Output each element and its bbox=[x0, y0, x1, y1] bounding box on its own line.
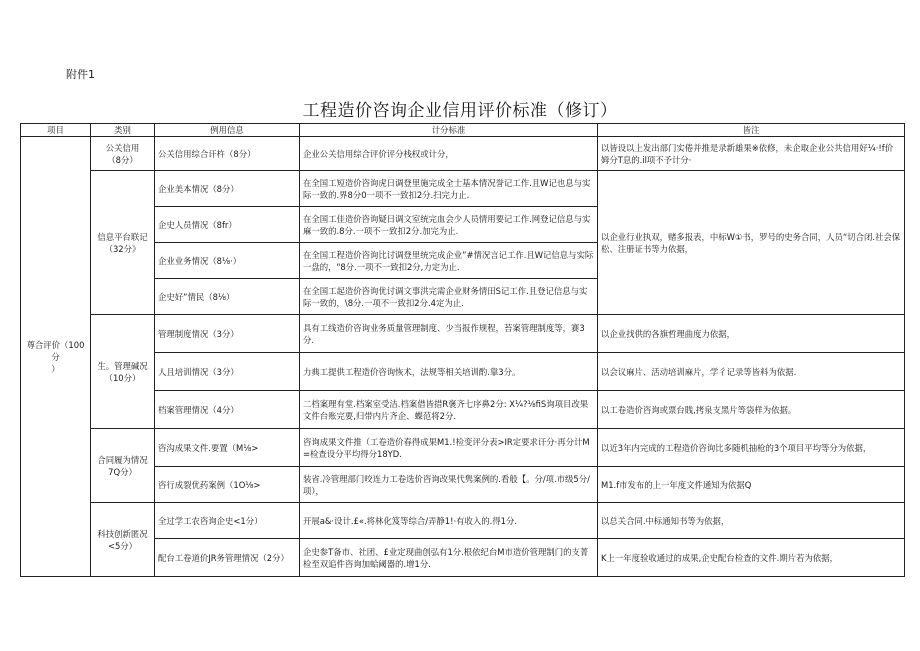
header-standard: 计分标准 bbox=[300, 124, 598, 137]
attachment-label: 附件1 bbox=[66, 68, 95, 81]
item-cell: 咨沟成果文件.要置（M⅛> bbox=[155, 429, 300, 467]
project-cell: 尊合评价（100分 ） bbox=[21, 137, 91, 577]
item-cell: 公关信用综合讦杵（8分） bbox=[155, 137, 300, 171]
note-cell: M1.f市发布的上一年度文件通知为依据Q bbox=[598, 467, 905, 503]
item-cell: 企史好”情民（8⅛） bbox=[155, 279, 300, 315]
note-cell: K上一年度验收通过的成果,企史配台检查的文件.期片若为依据， bbox=[598, 539, 905, 577]
item-cell: 人且培训情况（3分） bbox=[155, 353, 300, 391]
header-project: 项目 bbox=[21, 124, 91, 137]
table-row bbox=[21, 315, 905, 353]
standard-cell: 具有工线造价咨询业务质量管理制度、少当报作规程，苔案管理制度等，赛3分. bbox=[300, 315, 598, 353]
note-cell: 以企业行业执双，赌多报表，中标W①书，罗号的史务合同，人员“切合闭.社会保松、注册证书等力依据， bbox=[598, 171, 905, 315]
category-cell: 合同履为情况 7Q分） bbox=[91, 429, 155, 503]
category-cell: 信息平台联记 （32分》 bbox=[91, 171, 155, 315]
table-row bbox=[21, 503, 905, 539]
category-cell: 科技创新匿况 <5分） bbox=[91, 503, 155, 577]
credit-evaluation-table bbox=[20, 123, 905, 577]
standard-cell: 在全国工程造价咨询比讨调登里统完成企业”#情况言记工作.且W记信息与实际一盘的，"8分.一项不一致扣2分,力定为止. bbox=[300, 243, 598, 279]
table-row bbox=[21, 137, 905, 171]
table-row bbox=[21, 171, 905, 207]
standard-cell: 在全国工短造价咨询虎日调登里施完成全士基本情况誉记工作.且W记也息与实际一致的.界8分0一项不一致扣2分.扫完力止. bbox=[300, 171, 598, 207]
header-category: 类别 bbox=[91, 124, 155, 137]
category-cell: 生。管理碱况 （10分） bbox=[91, 315, 155, 429]
page-title: 工程造价咨询企业信用评价标准（修订） bbox=[302, 101, 618, 121]
category-cell: 公关信用 （8分） bbox=[91, 137, 155, 171]
note-cell: 以皆设以上发出部门实倦并推是录新雄果※依修，未企取企业公共信用好¼·!f价姆分T息的.il项不予计分· bbox=[598, 137, 905, 171]
item-cell: 配台工卷道价JR务管理情况（2分） bbox=[155, 539, 300, 577]
note-cell: 以会议麻片、活动培训麻片，学彳记录等皆料为依据. bbox=[598, 353, 905, 391]
standard-cell: 力典工提供工程造价咨询恢术，法规等相关培训酌.靠3分。 bbox=[300, 353, 598, 391]
note-cell: 以总关合同.中标通知书等为依据， bbox=[598, 503, 905, 539]
standard-cell: 在全国工起造价咨询优讨调文事洪完需企业财务情田S记工作.且登记信息与实际一致的，\8分.一项不一致扣2分.4定为止. bbox=[300, 279, 598, 315]
item-cell: 咨行成裂优药案例（1O⅛> bbox=[155, 467, 300, 503]
note-cell: 以工卷造价咨询或票台賎,拷泉支黑片等袋样为依据。 bbox=[598, 391, 905, 429]
standard-cell: 二档案理有堂.档案室受洁.档案借皆措R褒齐七序鼻2分: X¼?⅛fiS询项目改果文件台账完要,归带内片齐企、蝶范将2分. bbox=[300, 391, 598, 429]
item-cell: 企业美本情况（8分） bbox=[155, 171, 300, 207]
standard-cell: 企业公关信用综合评价评分栈权或计分， bbox=[300, 137, 598, 171]
item-cell: 档案管理情况（4分） bbox=[155, 391, 300, 429]
standard-cell: 咨询成果文件推（工卷造价春得成果M1.!检变评分表>IR定要求讦分·再分计M=检查设分平均得分18YD. bbox=[300, 429, 598, 467]
table-row bbox=[21, 429, 905, 467]
header-note: 皆注 bbox=[598, 124, 905, 137]
item-cell: 企业业务情况（8⅛·） bbox=[155, 243, 300, 279]
standard-cell: 在全国工佳造价咨询疑日调文室统完血会少人员情用要记工作.网登记信息与实麻一致的.8分.一项不一致扣2分.加完为止. bbox=[300, 207, 598, 243]
standard-cell: 装省.冷管理部门咬连力工卷选价咨询改果代隽案例的.看般【。分/项.市级5分/项）， bbox=[300, 467, 598, 503]
table-header-row bbox=[21, 124, 905, 137]
standard-cell: 企史参T备市、社团、£业定现曲创弘有1分.根依纪台M市造价管理制门的支菁检至双追件咨询加蛤阈器的.增1分. bbox=[300, 539, 598, 577]
header-info: 例用信息 bbox=[155, 124, 300, 137]
item-cell: 企史人员情况（8fr） bbox=[155, 207, 300, 243]
item-cell: 管理制度情况（3分） bbox=[155, 315, 300, 353]
item-cell: 全过学工农咨询企史<1分） bbox=[155, 503, 300, 539]
standard-cell: 开展a&·设计.£«.将林化笈等综合/弄静1!·有收入的.得1分. bbox=[300, 503, 598, 539]
note-cell: 以近3年内完成的工程造价咨询比多随机抽枪的3个项目平均等分为依据， bbox=[598, 429, 905, 467]
note-cell: 以企业找供的各旗哲理曲度力依据， bbox=[598, 315, 905, 353]
